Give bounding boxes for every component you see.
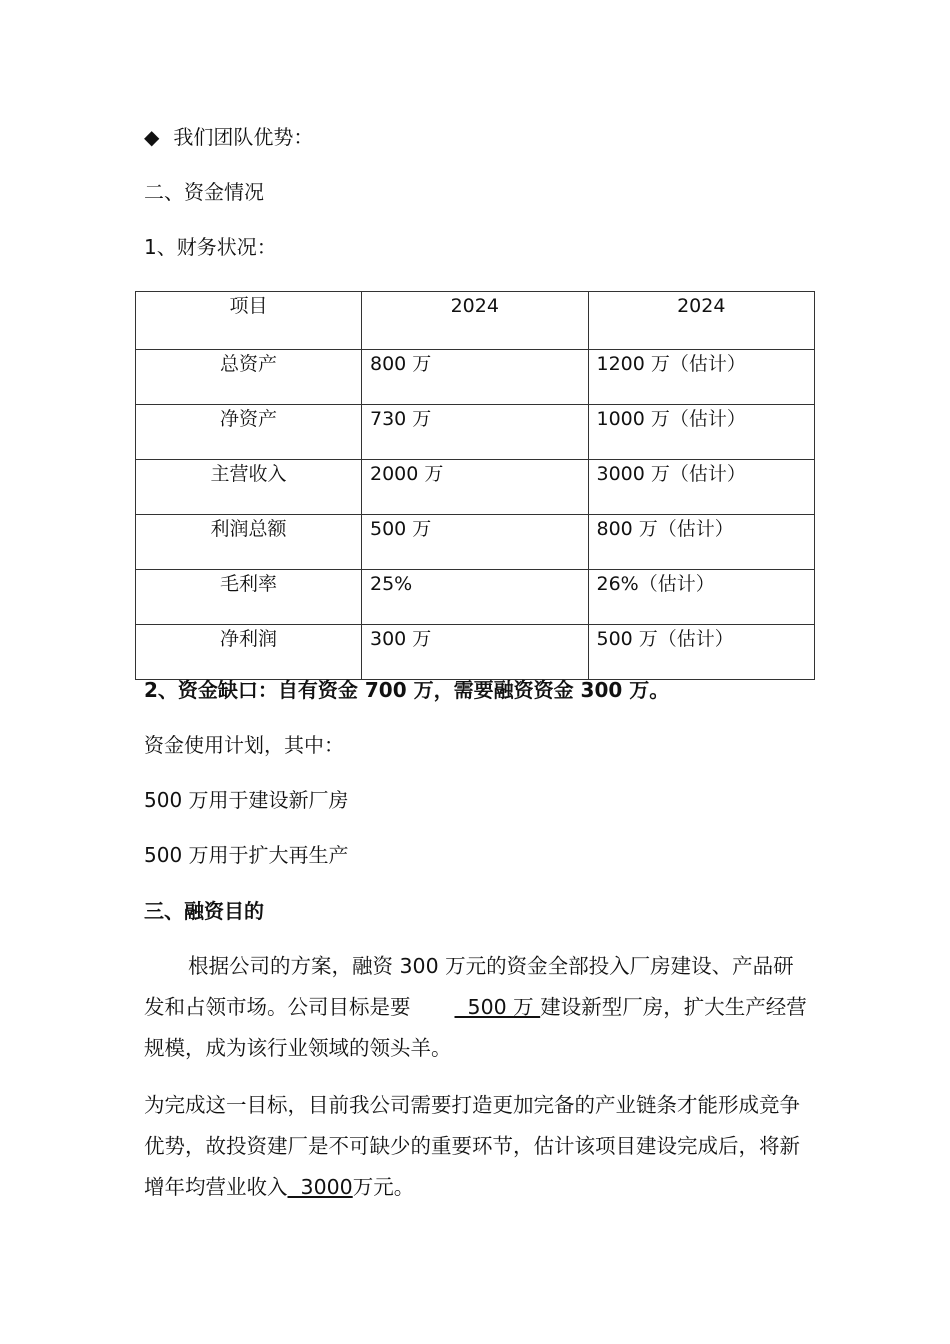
row-label: 毛利率 xyxy=(136,570,362,625)
header-cell-year-1: 2024 xyxy=(362,292,589,350)
funding-gap-heading: 2、资金缺口：自有资金 700 万，需要融资资金 300 万。 xyxy=(144,678,670,702)
section-3-title: 三、融资目的 xyxy=(144,899,264,923)
row-value-year-1: 25% xyxy=(362,570,589,625)
filled-blank-revenue: 3000 xyxy=(287,1175,353,1199)
header-cell-item: 项目 xyxy=(136,292,362,350)
row-label: 主营收入 xyxy=(136,460,362,515)
row-label: 利润总额 xyxy=(136,515,362,570)
table-row xyxy=(136,570,815,625)
purpose-paragraph-2 xyxy=(144,1085,814,1208)
row-value-year-1: 730 万 xyxy=(362,405,589,460)
fund-plan-item: 500 万用于建设新厂房 xyxy=(144,788,349,812)
team-advantage-text: 我们团队优势： xyxy=(173,125,314,149)
filled-blank-amount: 500 万 xyxy=(454,995,541,1019)
row-value-year-2: 1200 万（估计） xyxy=(588,350,815,405)
row-label: 总资产 xyxy=(136,350,362,405)
paragraph-text: 建设新型厂房，扩大生产经营规模，成为该行业领域的领头羊。 xyxy=(144,995,807,1060)
row-value-year-1: 800 万 xyxy=(362,350,589,405)
paragraph-text: 为完成这一目标，目前我公司需要打造更加完备的产业链条才能形成竞争优势，故投资建厂是不可缺少的重要环节，估计该项目建设完成后，将新增年均营业收入 xyxy=(144,1093,800,1199)
table-row xyxy=(136,350,815,405)
fund-plan-item: 500 万用于扩大再生产 xyxy=(144,843,349,867)
row-label: 净利润 xyxy=(136,625,362,680)
row-label: 净资产 xyxy=(136,405,362,460)
paragraph-text: 根据公司的方案，融资 300 万元的资金全部投入厂房建设、产品研发和占领市场。公司目标是要 xyxy=(144,954,794,1019)
table-row xyxy=(136,515,815,570)
diamond-bullet-icon: ◆ xyxy=(144,125,160,149)
row-value-year-2: 800 万（估计） xyxy=(588,515,815,570)
row-value-year-1: 300 万 xyxy=(362,625,589,680)
table-row xyxy=(136,460,815,515)
finance-table xyxy=(135,291,815,680)
team-advantage-heading xyxy=(144,124,313,150)
row-value-year-1: 2000 万 xyxy=(362,460,589,515)
table-row xyxy=(136,405,815,460)
finance-status-title: 1、财务状况： xyxy=(144,235,277,259)
row-value-year-2: 500 万（估计） xyxy=(588,625,815,680)
fund-plan-intro: 资金使用计划，其中： xyxy=(144,733,344,757)
header-cell-year-2: 2024 xyxy=(588,292,815,350)
row-value-year-2: 1000 万（估计） xyxy=(588,405,815,460)
row-value-year-2: 26%（估计） xyxy=(588,570,815,625)
table-row xyxy=(136,625,815,680)
table-header-row xyxy=(136,292,815,350)
paragraph-text: 万元。 xyxy=(352,1175,415,1199)
section-2-title: 二、资金情况 xyxy=(144,180,264,204)
purpose-paragraph-1 xyxy=(144,946,814,1069)
row-value-year-2: 3000 万（估计） xyxy=(588,460,815,515)
row-value-year-1: 500 万 xyxy=(362,515,589,570)
